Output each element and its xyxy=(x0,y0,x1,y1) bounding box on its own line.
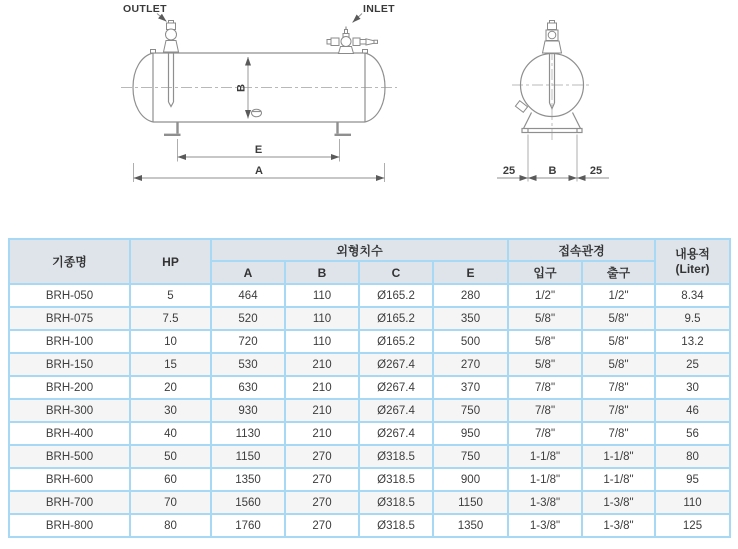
cell-dim-a: 1350 xyxy=(211,468,285,491)
offset-left-label: 25 xyxy=(502,165,516,177)
inlet-label: INLET xyxy=(363,3,395,15)
cell-dim-b: 270 xyxy=(285,491,359,514)
cell-hp: 7.5 xyxy=(130,307,211,330)
cell-model: BRH-050 xyxy=(9,284,130,307)
cell-inlet-size: 7/8" xyxy=(508,376,582,399)
cell-dim-a: 1150 xyxy=(211,445,285,468)
cell-dim-c: Ø318.5 xyxy=(359,445,433,468)
cell-dim-a: 720 xyxy=(211,330,285,353)
cell-dim-e: 750 xyxy=(433,399,508,422)
cell-hp: 50 xyxy=(130,445,211,468)
cell-model: BRH-400 xyxy=(9,422,130,445)
tank-drawing xyxy=(0,0,738,232)
cell-volume: 56 xyxy=(655,422,730,445)
cell-dim-c: Ø318.5 xyxy=(359,491,433,514)
cell-dim-e: 750 xyxy=(433,445,508,468)
cell-outlet-size: 1-1/8" xyxy=(582,468,655,491)
table-row xyxy=(9,353,730,376)
cell-dim-a: 464 xyxy=(211,284,285,307)
cell-model: BRH-700 xyxy=(9,491,130,514)
cell-dim-b: 210 xyxy=(285,422,359,445)
cell-outlet-size: 1-3/8" xyxy=(582,514,655,537)
cell-hp: 80 xyxy=(130,514,211,537)
cell-model: BRH-075 xyxy=(9,307,130,330)
cell-volume: 125 xyxy=(655,514,730,537)
cell-dim-e: 280 xyxy=(433,284,508,307)
cell-inlet-size: 1-3/8" xyxy=(508,491,582,514)
cell-volume: 25 xyxy=(655,353,730,376)
cell-outlet-size: 7/8" xyxy=(582,399,655,422)
outlet-valve xyxy=(164,21,179,107)
cell-dim-e: 370 xyxy=(433,376,508,399)
end-view xyxy=(497,21,609,182)
cell-dim-b: 210 xyxy=(285,353,359,376)
cell-inlet-size: 1-1/8" xyxy=(508,445,582,468)
cell-dim-e: 270 xyxy=(433,353,508,376)
cell-volume: 46 xyxy=(655,399,730,422)
cell-dim-c: Ø318.5 xyxy=(359,514,433,537)
cell-dim-b: 110 xyxy=(285,284,359,307)
cell-dim-a: 530 xyxy=(211,353,285,376)
cell-volume: 30 xyxy=(655,376,730,399)
cell-dim-e: 1150 xyxy=(433,491,508,514)
table-row xyxy=(9,307,730,330)
header-outlet: 출구 xyxy=(582,261,655,284)
header-dim-e: E xyxy=(433,261,508,284)
cell-dim-b: 270 xyxy=(285,514,359,537)
header-dim-c: C xyxy=(359,261,433,284)
cell-dim-c: Ø165.2 xyxy=(359,307,433,330)
cell-dim-b: 270 xyxy=(285,445,359,468)
cell-inlet-size: 5/8" xyxy=(508,353,582,376)
cell-dim-c: Ø267.4 xyxy=(359,422,433,445)
table-row xyxy=(9,445,730,468)
cell-volume: 13.2 xyxy=(655,330,730,353)
header-dimensions-group: 외형치수 xyxy=(211,239,508,261)
table-row xyxy=(9,376,730,399)
cell-volume: 110 xyxy=(655,491,730,514)
cell-model: BRH-100 xyxy=(9,330,130,353)
cell-dim-a: 930 xyxy=(211,399,285,422)
table-row xyxy=(9,422,730,445)
table-row xyxy=(9,330,730,353)
dimension-bottom xyxy=(497,135,609,182)
cell-model: BRH-500 xyxy=(9,445,130,468)
header-inlet: 입구 xyxy=(508,261,582,284)
cell-dim-e: 1350 xyxy=(433,514,508,537)
table-header xyxy=(9,239,730,284)
cell-inlet-size: 5/8" xyxy=(508,307,582,330)
header-connection-group: 접속관경 xyxy=(508,239,655,261)
cell-inlet-size: 7/8" xyxy=(508,422,582,445)
cell-dim-c: Ø267.4 xyxy=(359,353,433,376)
cell-dim-a: 630 xyxy=(211,376,285,399)
spec-table xyxy=(8,238,731,538)
cell-dim-a: 1760 xyxy=(211,514,285,537)
header-volume-line1: 내용적 xyxy=(675,246,710,261)
cell-inlet-size: 1/2" xyxy=(508,284,582,307)
cell-outlet-size: 5/8" xyxy=(582,307,655,330)
dimension-e xyxy=(178,139,340,162)
cell-dim-c: Ø318.5 xyxy=(359,468,433,491)
cell-model: BRH-300 xyxy=(9,399,130,422)
cell-dim-b: 210 xyxy=(285,376,359,399)
header-hp: HP xyxy=(130,239,211,284)
table-body xyxy=(9,284,730,537)
cell-dim-e: 350 xyxy=(433,307,508,330)
table-row xyxy=(9,399,730,422)
cell-dim-c: Ø165.2 xyxy=(359,284,433,307)
cell-dim-e: 500 xyxy=(433,330,508,353)
cell-volume: 95 xyxy=(655,468,730,491)
cell-outlet-size: 7/8" xyxy=(582,376,655,399)
cell-hp: 15 xyxy=(130,353,211,376)
offset-right-label: 25 xyxy=(589,165,603,177)
cell-inlet-size: 1-3/8" xyxy=(508,514,582,537)
header-dim-a: A xyxy=(211,261,285,284)
cell-model: BRH-200 xyxy=(9,376,130,399)
cell-inlet-size: 7/8" xyxy=(508,399,582,422)
cell-hp: 40 xyxy=(130,422,211,445)
inlet-leader xyxy=(353,14,363,23)
cell-outlet-size: 7/8" xyxy=(582,422,655,445)
cell-outlet-size: 1/2" xyxy=(582,284,655,307)
cell-dim-c: Ø165.2 xyxy=(359,330,433,353)
cell-dim-b: 110 xyxy=(285,307,359,330)
drain-fitting xyxy=(252,109,262,117)
table-row xyxy=(9,491,730,514)
cell-hp: 60 xyxy=(130,468,211,491)
table-row xyxy=(9,468,730,491)
cell-dim-b: 110 xyxy=(285,330,359,353)
header-model: 기종명 xyxy=(9,239,130,284)
dimension-b xyxy=(236,57,249,119)
cell-outlet-size: 1-1/8" xyxy=(582,445,655,468)
cell-inlet-size: 1-1/8" xyxy=(508,468,582,491)
cell-volume: 9.5 xyxy=(655,307,730,330)
tank-legs xyxy=(164,122,351,135)
header-dim-b: B xyxy=(285,261,359,284)
cell-dim-c: Ø267.4 xyxy=(359,376,433,399)
cell-dim-c: Ø267.4 xyxy=(359,399,433,422)
dim-b-label: B xyxy=(235,84,248,92)
header-volume xyxy=(655,239,730,284)
cell-volume: 80 xyxy=(655,445,730,468)
cell-model: BRH-800 xyxy=(9,514,130,537)
cell-hp: 70 xyxy=(130,491,211,514)
cell-dim-b: 270 xyxy=(285,468,359,491)
cell-inlet-size: 5/8" xyxy=(508,330,582,353)
cell-hp: 30 xyxy=(130,399,211,422)
header-volume-line2: (Liter) xyxy=(675,261,710,276)
cell-dim-b: 210 xyxy=(285,399,359,422)
cell-dim-a: 1130 xyxy=(211,422,285,445)
cell-volume: 8.34 xyxy=(655,284,730,307)
side-view xyxy=(121,3,397,182)
cell-outlet-size: 1-3/8" xyxy=(582,491,655,514)
cell-hp: 20 xyxy=(130,376,211,399)
table-row xyxy=(9,514,730,537)
cell-outlet-size: 5/8" xyxy=(582,330,655,353)
cell-outlet-size: 5/8" xyxy=(582,353,655,376)
dim-a-label: A xyxy=(255,165,263,177)
cell-dim-e: 900 xyxy=(433,468,508,491)
cell-hp: 5 xyxy=(130,284,211,307)
cell-dim-a: 1560 xyxy=(211,491,285,514)
table-row xyxy=(9,284,730,307)
dim-e-label: E xyxy=(254,144,263,156)
cell-hp: 10 xyxy=(130,330,211,353)
outlet-label: OUTLET xyxy=(123,3,167,15)
cell-dim-a: 520 xyxy=(211,307,285,330)
dim-width-label: B xyxy=(548,165,557,177)
cell-model: BRH-600 xyxy=(9,468,130,491)
dimension-a xyxy=(134,163,385,182)
cell-model: BRH-150 xyxy=(9,353,130,376)
inlet-valve xyxy=(327,27,378,54)
cell-dim-e: 950 xyxy=(433,422,508,445)
